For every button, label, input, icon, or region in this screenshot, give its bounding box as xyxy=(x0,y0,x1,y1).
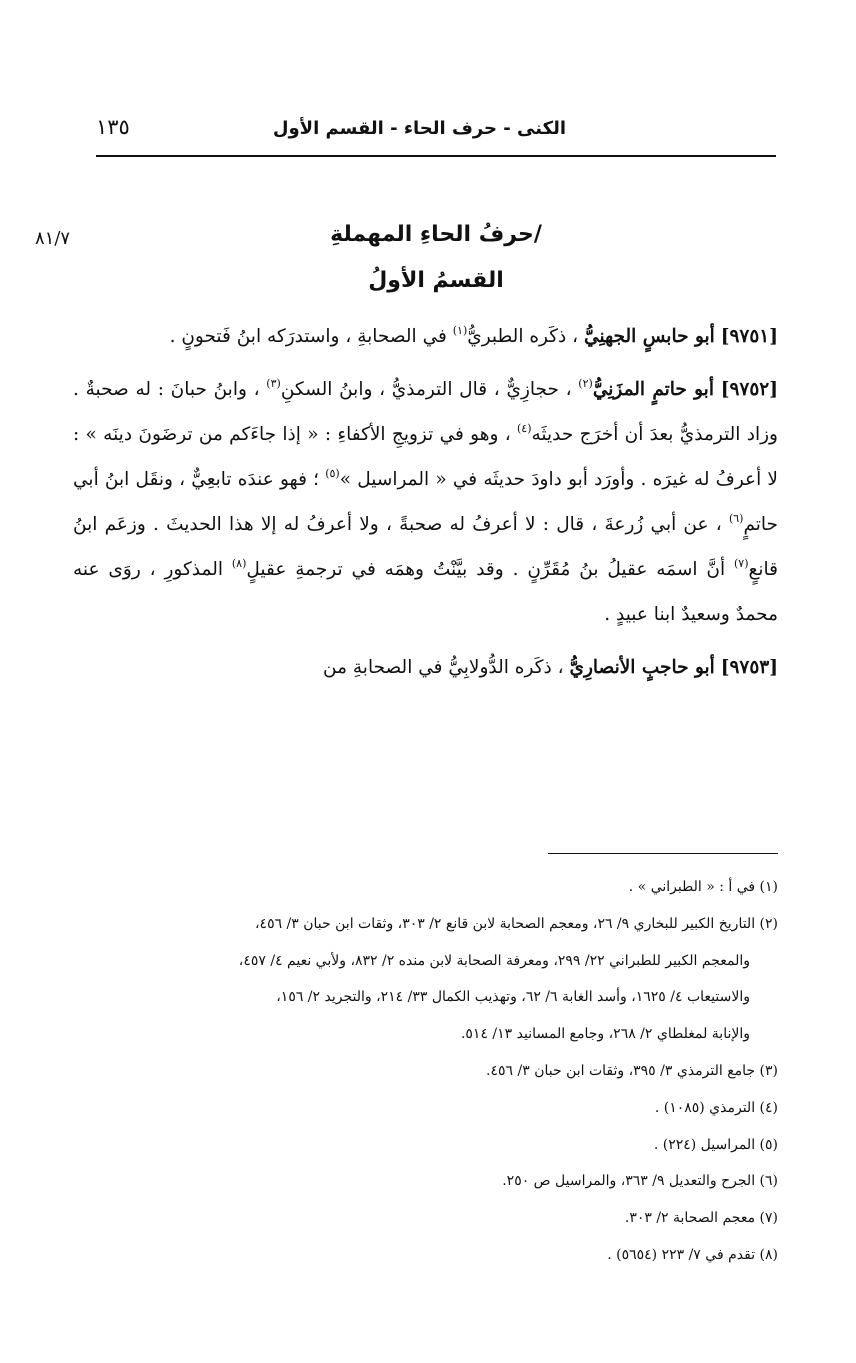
footnote-3: (٣) جامع الترمذي ٣/ ٣٩٥، وثقات ابن حبان ٣/ ٤٥٦. xyxy=(486,1062,778,1079)
entry-name: أبو حاتمٍ المزَنِيُّ xyxy=(592,379,714,400)
entry-text: المذكورِ ، روَى عنه محمدٌ وسعيدٌ ابنا عبيدٍ . xyxy=(73,559,778,625)
footnote-8: (٨) تقدم في ٧/ ٢٢٣ (٥٦٥٤) . xyxy=(607,1246,778,1263)
entry-number: [٩٧٥٢] xyxy=(720,379,778,400)
page-number: ١٣٥ xyxy=(96,115,130,139)
footnote-2: (٢) التاريخ الكبير للبخاري ٩/ ٢٦، ومعجم الصحابة لابن قانع ٢/ ٣٠٣، وثقات ابن حبان ٣/ ٤٥٦، xyxy=(255,915,778,932)
entries-body xyxy=(73,314,778,698)
footnote-marker: (٤) xyxy=(516,422,532,435)
footnote-1: (١) في أ : « الطبراني » . xyxy=(628,879,778,895)
footnote-2-continued: والإنابة لمغلطاي ٢/ ٢٦٨، وجامع المسانيد ١٣/ ٥١٤. xyxy=(460,1026,750,1043)
header-divider xyxy=(96,155,776,157)
footnote-6: (٦) الجرح والتعديل ٩/ ٣٦٣، والمراسيل ص ٢٥٠. xyxy=(502,1173,778,1190)
footnote-marker: (١) xyxy=(452,324,468,337)
footnote-2-continued: والمعجم الكبير للطبراني ٢٢/ ٢٩٩، ومعرفة الصحابة لابن منده ٢/ ٨٣٢، ولأبي نعيم ٤/ ٤٥٧، xyxy=(238,952,750,969)
footnote-marker: (٨) xyxy=(231,557,247,570)
running-header-title: الكنى - حرف الحاء - القسم الأول xyxy=(272,118,566,139)
entry-text: ، ذكَره الدُّولابِيُّ في الصحابةِ من xyxy=(323,657,564,678)
section-title: /حرفُ الحاءِ المهملةِ xyxy=(330,222,542,247)
section-subtitle: القسمُ الأولُ xyxy=(368,268,504,293)
margin-volume-reference: ٨١/٧ xyxy=(35,228,71,249)
footnote-marker: (٧) xyxy=(733,557,749,570)
entry-number: [٩٧٥١] xyxy=(720,326,778,347)
footnote-marker: (٢) xyxy=(578,377,593,390)
footnote-4: (٤) الترمذي (١٠٨٥) . xyxy=(654,1099,778,1116)
entry-text: ، ذكَره الطبريُّ xyxy=(467,326,579,347)
entry-name: أبو حابسٍ الجهنِيُّ xyxy=(584,326,715,347)
footnote-separator xyxy=(548,853,778,854)
footnote-marker: (٣) xyxy=(266,377,281,390)
footnote-2-continued: والاستيعاب ٤/ ١٦٢٥، وأسد الغابة ٦/ ٦٢، وتهذيب الكمال ٣٣/ ٢١٤، والتجريد ٢/ ١٥٦، xyxy=(276,989,750,1006)
entry-9751 xyxy=(73,314,778,359)
entry-text: ، حجازِيٌّ ، قال الترمذيُّ ، وابنُ السكنِ xyxy=(280,379,579,400)
entry-number: [٩٧٥٣] xyxy=(720,657,778,678)
entry-text: ، وهو في تزويجِ الأكفاءِ : « إذا جاءَكم من ترضَونَ دينَه » : لا أعرفُ له غيرَه . وأورَد أبو داودَ حديثَه في « المراسيل » xyxy=(73,424,778,490)
footnotes xyxy=(73,869,778,1274)
footnote-marker: (٥) xyxy=(325,467,340,480)
entry-9752 xyxy=(73,367,778,637)
footnote-marker: (٦) xyxy=(728,512,744,525)
entry-text: ، عن أبي زُرعةَ ، قال : لا أعرفُ له صحبةً ، ولا أعرفُ له إلا هذا الحديثَ . وزعَم ابنُ قانعٍ xyxy=(73,514,778,580)
footnote-5: (٥) المراسيل (٢٢٤) . xyxy=(653,1136,778,1153)
entry-name: أبو حاجبٍ الأنصارِيُّ xyxy=(569,657,715,678)
entry-9753 xyxy=(73,645,778,690)
entry-text: ، وابنُ حبانَ : له صحبةٌ . وزاد الترمذيُّ بعدَ أن أخرَج حديثَه xyxy=(73,379,778,445)
entry-text: ؛ فهو عندَه تابعِيٌّ ، ونقَل ابنُ أبي حاتمٍ xyxy=(73,469,778,535)
entry-text: أنَّ اسمَه عقيلُ بنُ مُقَرِّنٍ . وقد بيَّنْتُ وهمَه في ترجمةِ عقيلٍ xyxy=(246,559,734,580)
entry-text: في الصحابةِ ، واستدرَكه ابنُ فَتحونٍ . xyxy=(169,326,453,347)
footnote-7: (٧) معجم الصحابة ٢/ ٣٠٣. xyxy=(624,1210,778,1227)
